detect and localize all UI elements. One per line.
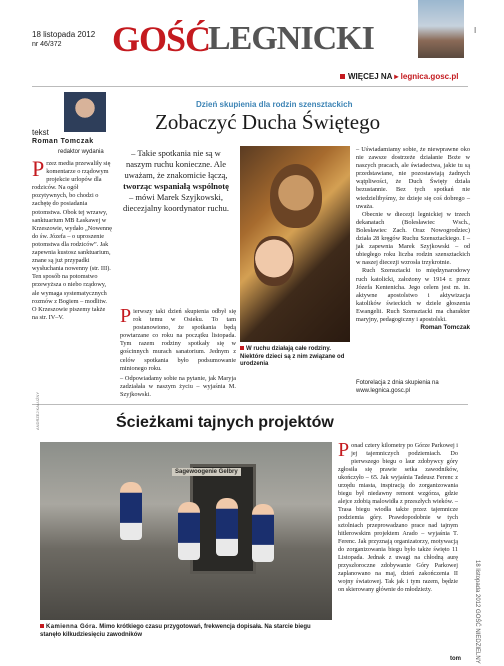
- article-title: Zobaczyć Ducha Świętego: [155, 110, 381, 134]
- quote-post: – mówi Marek Szyjkowski, diecezjalny koordynator ruchu.: [123, 192, 229, 213]
- article2-text: onad cztery kilometry po Górze Parkowej i jej tajemniczych podziemiach. Do pierwszego biegu o laur zdobywcy góry zgłosiła się prawie setka zawodników, ukończyło – 65. Jak wyjaśnia Tadeusz Ferenc z urzędu miasta, inspiracją do zorganizowania biegu był niedawny remont wzgórza, gdzie alejce zdobią malowidła z przeszłych wieków. – Trasa biegu wiodła także przez tajemnicze podziemia góry. Prawdopodobnie w tych sztolniach przeprowadzano prace nad tajnym hitlerowskim projektem Arado – wyjaśnia T. Ferenc. Jak przyznają organizatorzy, motywacją do zorganizowania biegu było także święto 11 Listopada. Jednak z uwagi na chłodną aurę przyszłoroczne zdobywanie Góry Parkowej zaplanowano na maj, dzień zakończenia II wojny światowej. Tak jak i tym razem, będzie on skierowany głównie do młodzieży.: [338, 442, 458, 593]
- article2-signoff: tom: [450, 656, 461, 662]
- article2-title: Ścieżkami tajnych projektów: [116, 414, 334, 431]
- page-number: I: [474, 26, 477, 35]
- article-body-right: [356, 146, 470, 332]
- runner-figure: [178, 502, 200, 560]
- right-para-2: Obecnie w diecezji legnickiej w trzech dekanatach (Bolesławiec Wsch., Bolesławiec Zach. Oraz Nowogrodziec) działa 28 kręgów Ruchu Szensztackiego. I – jak zapewnia Marek Szyjkowski – od ubiegłego roku liczba rodzin szensztackich w naszej diecezji wzrosła trzykrotnie.: [356, 210, 470, 267]
- issue-date: 18 listopada 2012: [32, 30, 96, 39]
- author-portrait: [64, 92, 106, 132]
- photo-credit: ANDRZEJ KAŁUŻNY: [35, 391, 40, 430]
- quote-bold: tworząc wspaniałą wspólnotę: [123, 181, 229, 191]
- article-kicker: Dzień skupienia dla rodzin szensztackich: [196, 100, 353, 109]
- article-body-middle: [120, 305, 236, 399]
- runner-figure: [252, 504, 274, 562]
- runner-figure: [120, 482, 142, 540]
- editorial-text: [32, 156, 112, 322]
- photo-report-note: Fotorelacja z dnia skupienia na www.legnica.gosc.pl: [356, 380, 439, 394]
- caption-place: Kamienna Góra.: [46, 624, 98, 630]
- masthead-legnicki: LEGNICKI: [208, 20, 374, 57]
- christ-icon-painting: [270, 164, 322, 228]
- dropcap: P: [120, 305, 132, 327]
- masthead-gosc: GOŚĆ: [112, 19, 211, 59]
- caption-title: W ruchu działają całe rodziny.: [246, 346, 331, 352]
- more-label: WIĘCEJ NA: [348, 72, 393, 81]
- tekst-label: tekst: [32, 128, 49, 137]
- right-para-3: Ruch Szensztacki to międzynarodowy ruch katolicki, założony w 1914 r. przez Józefa Kentenicha. Jego celem jest m. in. aktywne apostolstwo i aktywizacja katolików świeckich w dziele głoszenia Ewangelii. Ruch Szensztacki ma charakter maryjny, pedagogiczny i apostolski.: [356, 267, 470, 323]
- body-para-1: ierwszy taki dzień skupienia odbył się rok temu w Osieku. To tam postanowiono, że spotkania będą powtarzane co roku na początku listopada. Tym razem rodziny spotkały się w gościnnych murach sanatorium. Jednym z celów spotkania było podsumowanie minionego roku.: [120, 308, 236, 372]
- more-url[interactable]: legnica.gosc.pl: [400, 72, 459, 81]
- quote-pre: – Takie spotkania nie są w naszym ruchu konieczne. Ale uważam, że znakomicie łączą,: [124, 148, 228, 180]
- arrow-right-icon: ▸: [394, 72, 399, 81]
- caption-square-icon: [40, 624, 44, 628]
- caption2-text: Mimo krótkiego czasu przygotowań, frekwencja dopisała. Na starcie biegu stanęło kilkudziesięciu zawodników: [40, 624, 311, 638]
- main-photo: [240, 146, 350, 342]
- body-para-2: – Odpowiadamy sobie na pytanie, jak Maryja zadziałała w naszym życiu – wyjaśnia M. Szyjkowski.: [120, 374, 236, 398]
- girl-figure: [254, 236, 294, 286]
- article-signoff: Roman Tomczak: [420, 324, 470, 332]
- photo-sign-text: Sagewoogenie Gelbry: [172, 468, 241, 476]
- photo2-caption: [40, 624, 332, 639]
- article2-body: [338, 439, 458, 594]
- issue-number: nr 46/372: [32, 41, 62, 48]
- side-running-text: 18 listopada 2012 GOŚĆ NIEDZIELNY: [474, 560, 480, 664]
- more-link[interactable]: [340, 72, 458, 81]
- right-para-1: – Uświadamiamy sobie, że niewprawne oko nie zawsze dostrzeże działanie Boże w naszych pracach, ale świadectwa, jakie tu są przedstawiane, nie pozostawiają żadnych wątpliwości, że Duch Święty działa bezustannie. Bez tych spotkań nie wiedzielibyśmy, że dzieje się coś dobrego – uważa.: [356, 146, 470, 210]
- runner-figure: [216, 498, 238, 556]
- caption-square-icon: [240, 346, 244, 350]
- author-name: Roman Tomczak: [32, 138, 94, 145]
- header-rule: [32, 86, 468, 87]
- author-role: redaktor wydania: [58, 149, 104, 155]
- header-church-photo: [418, 0, 464, 58]
- red-square-icon: [340, 74, 345, 79]
- editorial-body: rzez media przewaliły się komentarze o rządowym projekcie urlopów dla rodziców. Na ogół pozytywnych, bo chodzi o zachętę do posiadania potomstwa. Obok tej wrzawy, sanktuarium MB Łaskawej w Krzeszowie, wydało „Nowennę do św. Józefa – o uproszenie potomstwa dla rodziców”. Jak zapewnia kustosz sanktuarium, znane są już przypadki wysłuchania nowenny (str. III). Ten sposób na potomstwo przewyższa o niebo rządowy, ale wymaga systematycznych rozmów z Bogiem – modlitw. O Krzeszowie piszemy także na str. IV–V.: [32, 160, 112, 321]
- section-rule: [32, 404, 468, 405]
- running-photo: [40, 442, 332, 620]
- photo-caption: [240, 346, 350, 369]
- caption-text: Niektóre dzieci są z nim związane od urodzenia: [240, 353, 345, 367]
- dropcap: P: [32, 156, 45, 181]
- dropcap: P: [338, 439, 350, 461]
- pull-quote: [120, 148, 232, 214]
